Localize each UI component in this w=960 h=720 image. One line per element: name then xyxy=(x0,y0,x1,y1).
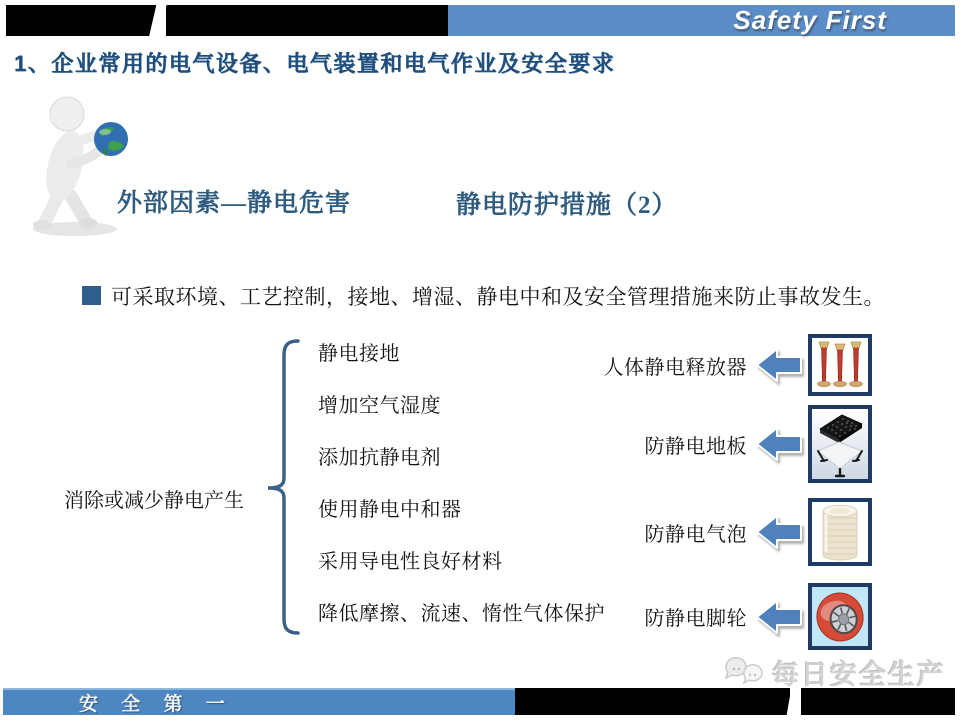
subheading-protection-measures: 静电防护措施（2） xyxy=(456,192,678,219)
intro-text: 可采取环境、工艺控制，接地、增湿、静电中和及安全管理措施来防止事故发生。 xyxy=(111,286,885,309)
left-arrow-icon xyxy=(755,597,803,637)
top-bar-black-left xyxy=(6,5,156,36)
left-brace-icon xyxy=(258,334,304,640)
measure-item: 降低摩擦、流速、惰性气体保护 xyxy=(318,603,605,625)
device-row-static-release xyxy=(470,334,872,396)
device-label: 防静电地板 xyxy=(644,435,747,458)
device-row-anti-static-floor xyxy=(470,405,872,483)
left-arrow-icon xyxy=(755,345,803,385)
device-row-anti-static-caster xyxy=(470,583,872,650)
footer-blue-bar xyxy=(3,688,515,715)
section-title: 1、企业常用的电气设备、电气装置和电气作业及安全要求 xyxy=(14,51,616,76)
subheading-static-hazard: 外部因素—静电危害 xyxy=(117,190,352,217)
device-label: 防静电脚轮 xyxy=(644,608,747,630)
footer-black-left xyxy=(515,688,790,715)
measure-item: 添加抗静电剂 xyxy=(318,447,441,469)
top-bar-blue xyxy=(448,5,955,36)
measure-item: 使用静电中和器 xyxy=(318,499,462,521)
category-label: 消除或减少静电产生 xyxy=(64,490,244,512)
watermark-text: 每日安全生产 xyxy=(772,660,946,690)
brand-text: Safety First xyxy=(733,5,887,35)
footer-slogan: 安 全 第 一 xyxy=(79,694,234,715)
square-bullet-icon xyxy=(82,286,101,305)
figure-with-globe-illustration xyxy=(25,90,130,238)
anti-static-floor-image xyxy=(808,405,872,483)
measure-item: 静电接地 xyxy=(318,343,400,365)
device-label: 人体静电释放器 xyxy=(603,356,747,379)
static-release-poles-image xyxy=(808,334,872,396)
top-bar-black-right xyxy=(166,5,448,36)
device-label: 防静电气泡 xyxy=(644,523,747,546)
left-arrow-icon xyxy=(755,512,803,552)
footer-black-right xyxy=(801,688,955,715)
chat-bubbles-icon xyxy=(722,655,766,691)
caster-wheel-image xyxy=(808,583,872,650)
bubble-wrap-roll-image xyxy=(808,498,872,566)
left-arrow-icon xyxy=(755,424,803,464)
measure-item: 增加空气湿度 xyxy=(318,395,441,417)
measure-item: 采用导电性良好材料 xyxy=(318,551,503,573)
watermark xyxy=(722,653,946,692)
device-row-anti-static-bubble xyxy=(470,498,872,566)
